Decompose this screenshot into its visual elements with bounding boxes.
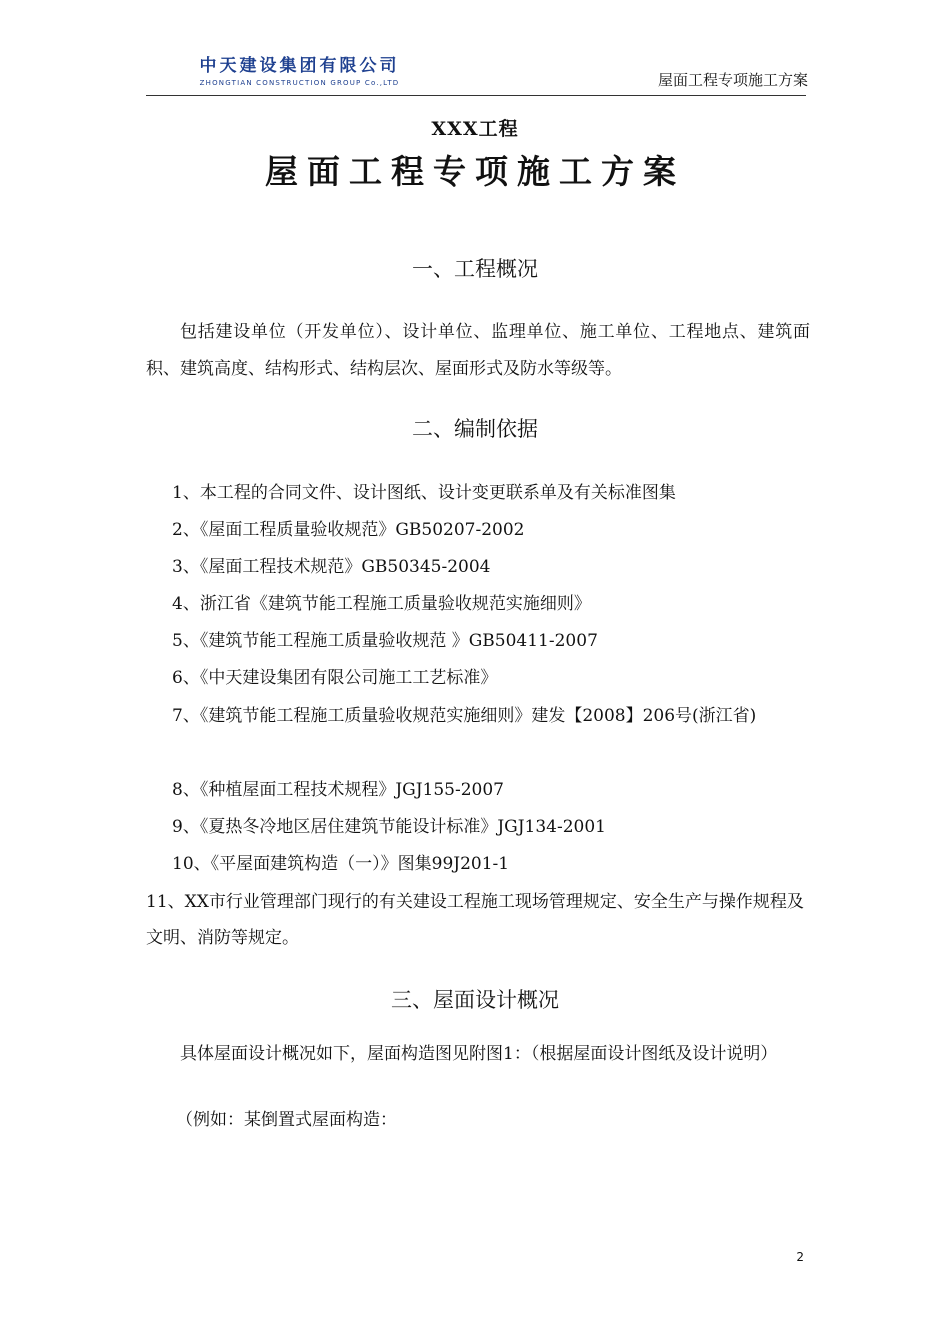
basis-list-item: 8、《种植屋面工程技术规程》JGJ155-2007	[172, 780, 504, 800]
basis-list-item: 7、《建筑节能工程施工质量验收规范实施细则》建发【2008】206号(浙江省)	[172, 706, 757, 726]
section-heading-overview: 一、工程概况	[412, 257, 538, 281]
section-heading-roof-design: 三、屋面设计概况	[391, 988, 559, 1012]
overview-paragraph: 包括建设单位（开发单位）、设计单位、监理单位、施工单位、工程地点、建筑面积、建筑高度、结构形式、结构层次、屋面形式及防水等级等。	[146, 322, 810, 379]
basis-list-item: 2、《屋面工程质量验收规范》GB50207-2002	[172, 520, 525, 540]
company-logo	[193, 55, 406, 90]
document-title: 屋面工程专项施工方案	[265, 152, 685, 191]
page-number: 2	[796, 1250, 804, 1264]
basis-list-item: 4、浙江省《建筑节能工程施工质量验收规范实施细则》	[172, 594, 591, 614]
logo-chinese-text: 中天建设集团有限公司	[199, 56, 400, 76]
basis-list-item: 6、《中天建设集团有限公司施工工艺标准》	[172, 668, 498, 688]
basis-list-item: 9、《夏热冬冷地区居住建筑节能设计标准》JGJ134-2001	[172, 817, 606, 837]
basis-list-item: 11、XX市行业管理部门现行的有关建设工程施工现场管理规定、安全生产与操作规程及文明、消防等规定。	[146, 892, 804, 948]
project-name: XXX工程	[431, 118, 519, 140]
header-title: 屋面工程专项施工方案	[657, 71, 808, 89]
roof-example-line: （例如：某倒置式屋面构造：	[176, 1110, 397, 1130]
basis-list-item: 1、本工程的合同文件、设计图纸、设计变更联系单及有关标准图集	[172, 483, 676, 503]
basis-list-item: 5、《建筑节能工程施工质量验收规范 》GB50411-2007	[172, 631, 598, 651]
section-heading-basis: 二、编制依据	[412, 417, 538, 441]
roof-design-paragraph: 具体屋面设计概况如下，屋面构造图见附图1：（根据屋面设计图纸及设计说明）	[180, 1044, 778, 1064]
logo-english-text: ZHONGTIAN CONSTRUCTION GROUP Co.,LTD	[199, 79, 400, 87]
header-divider	[146, 95, 806, 96]
basis-list-item: 10、《平屋面建筑构造（一）》图集99J201-1	[172, 854, 510, 874]
basis-list-item: 3、《屋面工程技术规范》GB50345-2004	[172, 557, 491, 577]
